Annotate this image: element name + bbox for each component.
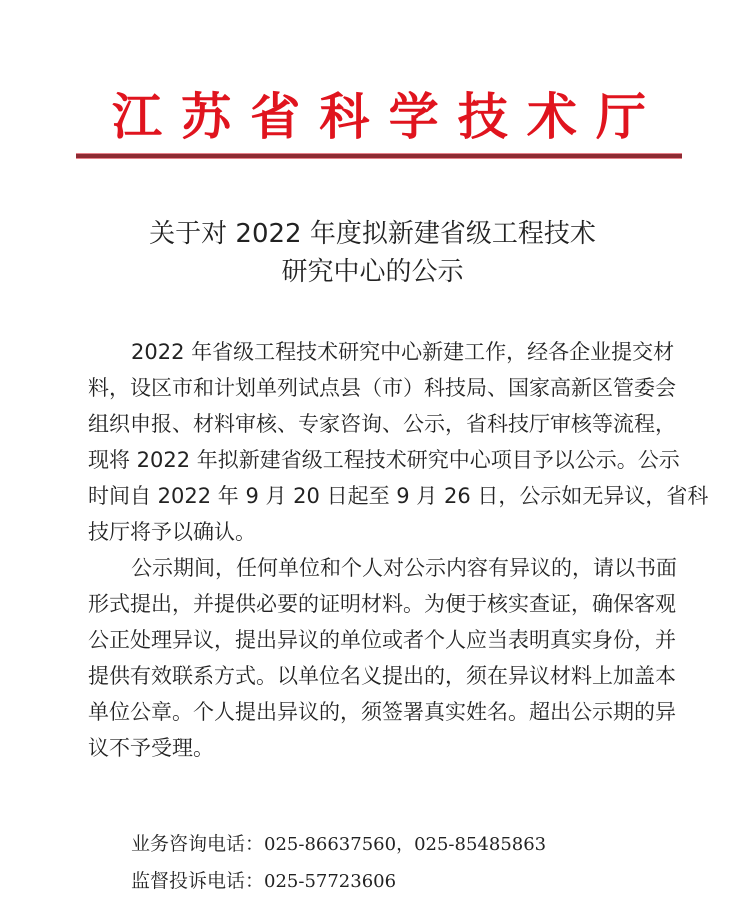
letterhead-org-name: [76, 86, 682, 148]
document-title: [0, 215, 745, 291]
body-line: 形式提出，并提供必要的证明材料。为便于核实查证，确保客观: [88, 592, 676, 616]
body-line: 提供有效联系方式。以单位名义提出的，须在异议材料上加盖本: [88, 664, 676, 688]
body-line: 2022 年省级工程技术研究中心新建工作，经各企业提交材: [131, 340, 675, 364]
complaint-phone-row: [131, 863, 546, 900]
title-line: 研究中心的公示: [281, 257, 464, 287]
paragraph-1: [88, 334, 709, 550]
body-line: 公示期间，任何单位和个人对公示内容有异议的，请以书面: [131, 556, 677, 580]
letterhead-char: 学: [388, 88, 439, 146]
body-line: 单位公章。个人提出异议的，须签署真实姓名。超出公示期的异: [88, 700, 676, 724]
letterhead-char: 苏: [181, 88, 232, 146]
letterhead-char: 省: [250, 88, 301, 146]
letterhead-char: 厅: [595, 88, 646, 146]
letterhead-char: 科: [319, 88, 370, 146]
letterhead-char: 江: [112, 88, 162, 146]
body-line: 技厅将予以确认。: [88, 520, 256, 544]
letterhead-char: 技: [457, 88, 508, 146]
title-line: 关于对 2022 年度拟新建省级工程技术: [149, 219, 596, 249]
complaint-phone-label: 监督投诉电话：: [131, 870, 265, 892]
body-line: 议不予受理。: [88, 736, 214, 760]
letterhead-red-rule: [76, 154, 682, 158]
consult-phone-row: [131, 826, 546, 863]
paragraph-2: [88, 550, 677, 766]
body-line: 料，设区市和计划单列试点县（市）科技局、国家高新区管委会: [88, 376, 676, 400]
consult-phone-label: 业务咨询电话：: [131, 833, 265, 855]
body-line: 时间自 2022 年 9 月 20 日起至 9 月 26 日，公示如无异议，省科: [88, 484, 709, 508]
body-line: 现将 2022 年拟新建省级工程技术研究中心项目予以公示。公示: [88, 448, 680, 472]
body-line: 组织申报、材料审核、专家咨询、公示，省科技厅审核等流程，: [88, 412, 676, 436]
complaint-phone-value: 025-57723606: [264, 871, 397, 892]
consult-phone-value: 025-86637560，025-85485863: [264, 834, 547, 855]
contact-info: [131, 826, 546, 900]
letterhead-char: 术: [526, 88, 577, 146]
document-body: [88, 334, 709, 766]
body-line: 公正处理异议，提出异议的单位或者个人应当表明真实身份，并: [88, 628, 676, 652]
